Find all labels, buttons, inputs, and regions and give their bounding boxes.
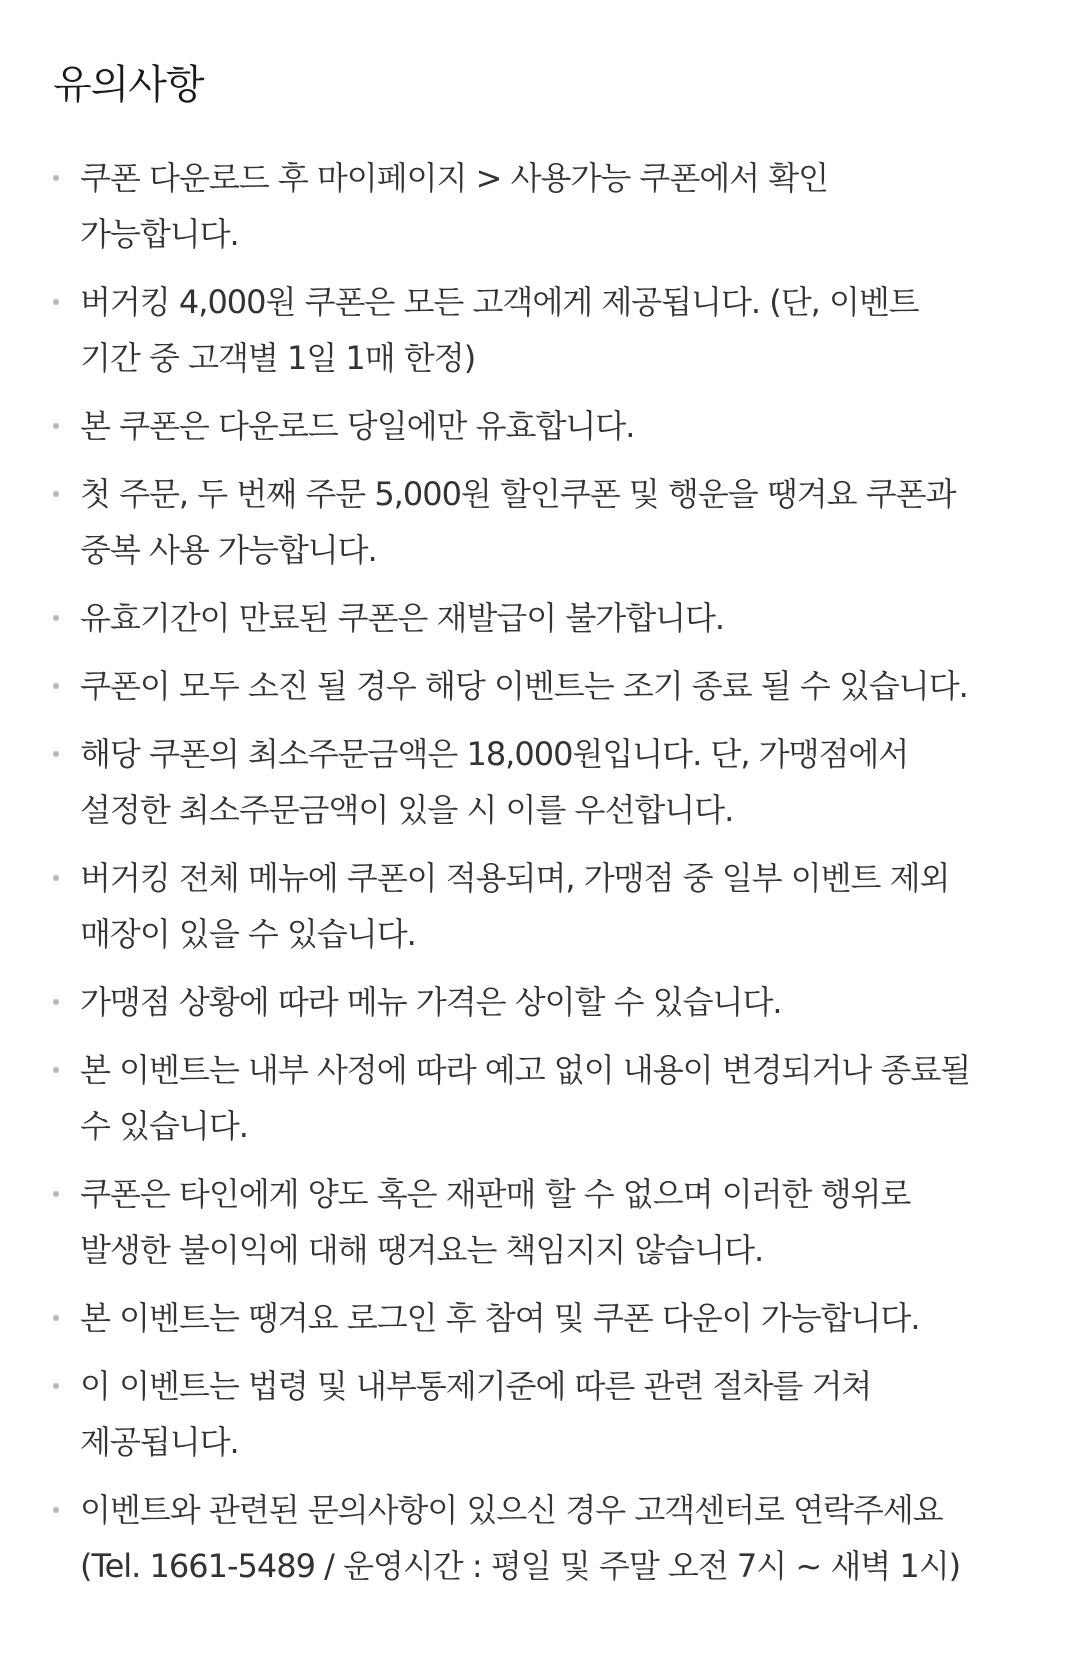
notice-text: 가맹점 상황에 따라 메뉴 가격은 상이할 수 있습니다.	[80, 983, 782, 1021]
list-item	[53, 1166, 1040, 1278]
bullet-icon	[53, 683, 59, 689]
list-item	[53, 1042, 1040, 1154]
bullet-icon	[53, 1067, 59, 1073]
list-item	[53, 974, 1040, 1030]
notice-text: 쿠폰 다운로드 후 마이페이지 > 사용가능 쿠폰에서 확인 가능합니다.	[80, 159, 829, 253]
list-item	[53, 850, 1040, 962]
notice-text: 버거킹 4,000원 쿠폰은 모든 고객에게 제공됩니다. (단, 이벤트 기간 중 고객별 1일 1매 한정)	[80, 283, 919, 377]
list-item	[53, 590, 1040, 646]
list-item	[53, 398, 1040, 454]
notice-text: 본 이벤트는 땡겨요 로그인 후 참여 및 쿠폰 다운이 가능합니다.	[80, 1299, 920, 1337]
bullet-icon	[53, 875, 59, 881]
list-item	[53, 150, 1040, 262]
list-item	[53, 1358, 1040, 1470]
list-item	[53, 466, 1040, 578]
bullet-icon	[53, 1507, 59, 1513]
notice-text: 유효기간이 만료된 쿠폰은 재발급이 불가합니다.	[80, 599, 725, 637]
notice-text: 버거킹 전체 메뉴에 쿠폰이 적용되며, 가맹점 중 일부 이벤트 제외 매장이 있을 수 있습니다.	[80, 859, 950, 953]
bullet-icon	[53, 1383, 59, 1389]
bullet-icon	[53, 299, 59, 305]
bullet-icon	[53, 1191, 59, 1197]
notice-text: 본 이벤트는 내부 사정에 따라 예고 없이 내용이 변경되거나 종료될 수 있습니다.	[80, 1051, 971, 1145]
list-item	[53, 1482, 1040, 1594]
bullet-icon	[53, 175, 59, 181]
bullet-icon	[53, 491, 59, 497]
list-item	[53, 658, 1040, 714]
notice-title: 유의사항	[53, 62, 204, 108]
notice-text: 본 쿠폰은 다운로드 당일에만 유효합니다.	[80, 407, 635, 445]
notice-text: 첫 주문, 두 번째 주문 5,000원 할인쿠폰 및 행운을 땡겨요 쿠폰과 중복 사용 가능합니다.	[80, 475, 956, 569]
notice-text: 쿠폰이 모두 소진 될 경우 해당 이벤트는 조기 종료 될 수 있습니다.	[80, 667, 968, 705]
list-item	[53, 726, 1040, 838]
notice-text: 이 이벤트는 법령 및 내부통제기준에 따른 관련 절차를 거쳐 제공됩니다.	[80, 1367, 872, 1461]
list-item	[53, 1290, 1040, 1346]
notice-text: 해당 쿠폰의 최소주문금액은 18,000원입니다. 단, 가맹점에서 설정한 최소주문금액이 있을 시 이를 우선합니다.	[80, 735, 909, 829]
notice-text: 쿠폰은 타인에게 양도 혹은 재판매 할 수 없으며 이러한 행위로 발생한 불이익에 대해 땡겨요는 책임지지 않습니다.	[80, 1175, 911, 1269]
bullet-icon	[53, 751, 59, 757]
bullet-icon	[53, 999, 59, 1005]
notice-text: 이벤트와 관련된 문의사항이 있으신 경우 고객센터로 연락주세요 (Tel. 1661-5489 / 운영시간 : 평일 및 주말 오전 7시 ~ 새벽 1시)	[80, 1491, 961, 1585]
bullet-icon	[53, 615, 59, 621]
list-item	[53, 274, 1040, 386]
bullet-icon	[53, 1315, 59, 1321]
notice-list	[53, 150, 1040, 1594]
bullet-icon	[53, 423, 59, 429]
